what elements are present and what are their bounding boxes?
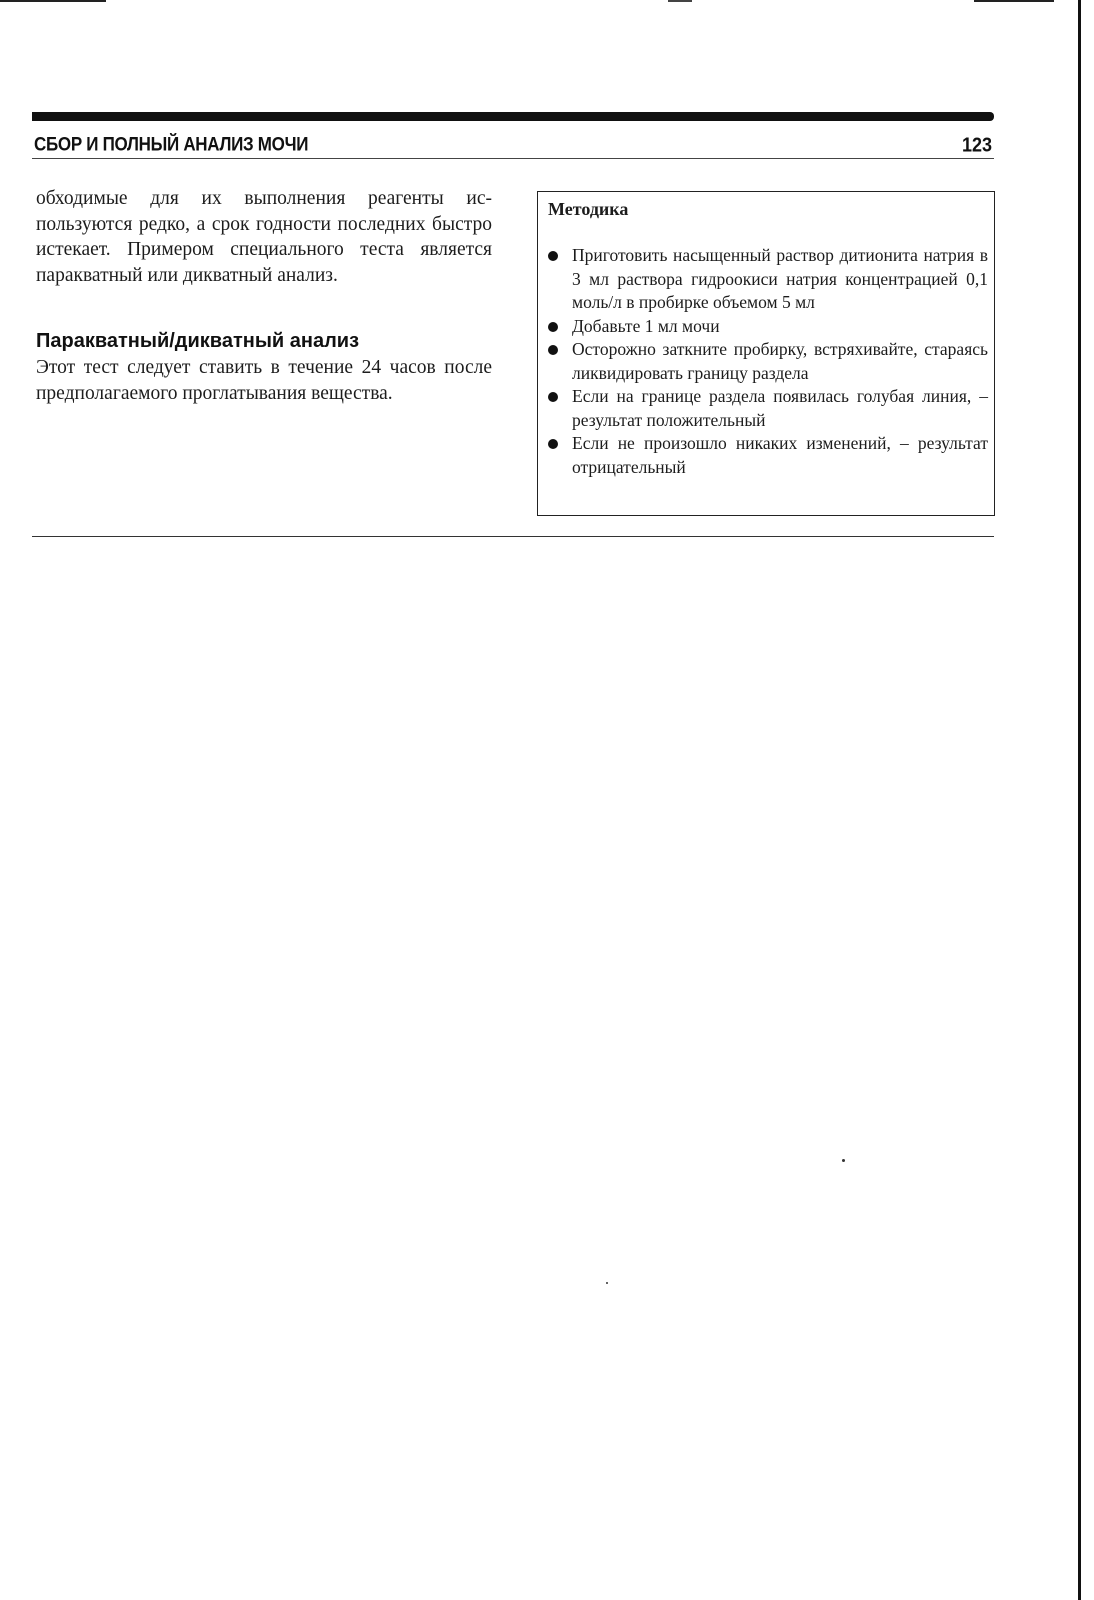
scan-artifact-top-mid	[668, 0, 692, 2]
section-end-rule	[32, 536, 994, 537]
method-step	[546, 432, 988, 479]
method-step	[546, 338, 988, 385]
method-step	[546, 244, 988, 315]
method-box	[537, 191, 995, 516]
scan-speck	[606, 1282, 608, 1284]
bullet-icon	[548, 439, 558, 449]
scan-artifact-top-right	[974, 0, 1054, 2]
bullet-icon	[548, 251, 558, 261]
method-title: Методика	[548, 199, 629, 219]
header-rule	[32, 158, 994, 159]
scan-artifact-top-left	[0, 0, 106, 2]
section-heading: Паракватный/дикватный анализ	[36, 330, 360, 352]
method-step-text: Осторожно заткните пробирку, встряхивайте, стараясь ликвидировать границу раздела	[572, 339, 988, 383]
method-step	[546, 315, 988, 339]
method-step-text: Если не произошло никаких изменений, – результат отрицательный	[572, 433, 988, 477]
header-bar	[32, 112, 994, 121]
page-number: 123	[962, 133, 993, 156]
bullet-icon	[548, 345, 558, 355]
running-title: СБОР И ПОЛНЫЙ АНАЛИЗ МОЧИ	[34, 133, 309, 155]
section-paragraph: Этот тест следует ставить в течение 24 часов после предполагаемого проглатывания вещества.	[36, 357, 492, 404]
intro-paragraph: обходимые для их выполнения реагенты используются редко, а срок годности последних быстро истекает. Примером специального теста является паракватный или дикватный анализ.	[36, 188, 492, 286]
bullet-icon	[548, 322, 558, 332]
scan-speck	[842, 1159, 845, 1162]
scan-edge-shadow	[1078, 0, 1081, 1600]
method-steps-list	[546, 244, 988, 479]
bullet-icon	[548, 392, 558, 402]
method-step-text: Если на границе раздела появилась голубая линия, – результат положительный	[572, 386, 988, 430]
method-step-text: Приготовить насыщенный раствор дитионита натрия в 3 мл раствора гидроокиси натрия концентрацией 0,1 моль/л в пробирке объемом 5 мл	[572, 245, 988, 312]
left-column	[36, 186, 492, 406]
method-step	[546, 385, 988, 432]
method-step-text: Добавьте 1 мл мочи	[572, 315, 720, 336]
